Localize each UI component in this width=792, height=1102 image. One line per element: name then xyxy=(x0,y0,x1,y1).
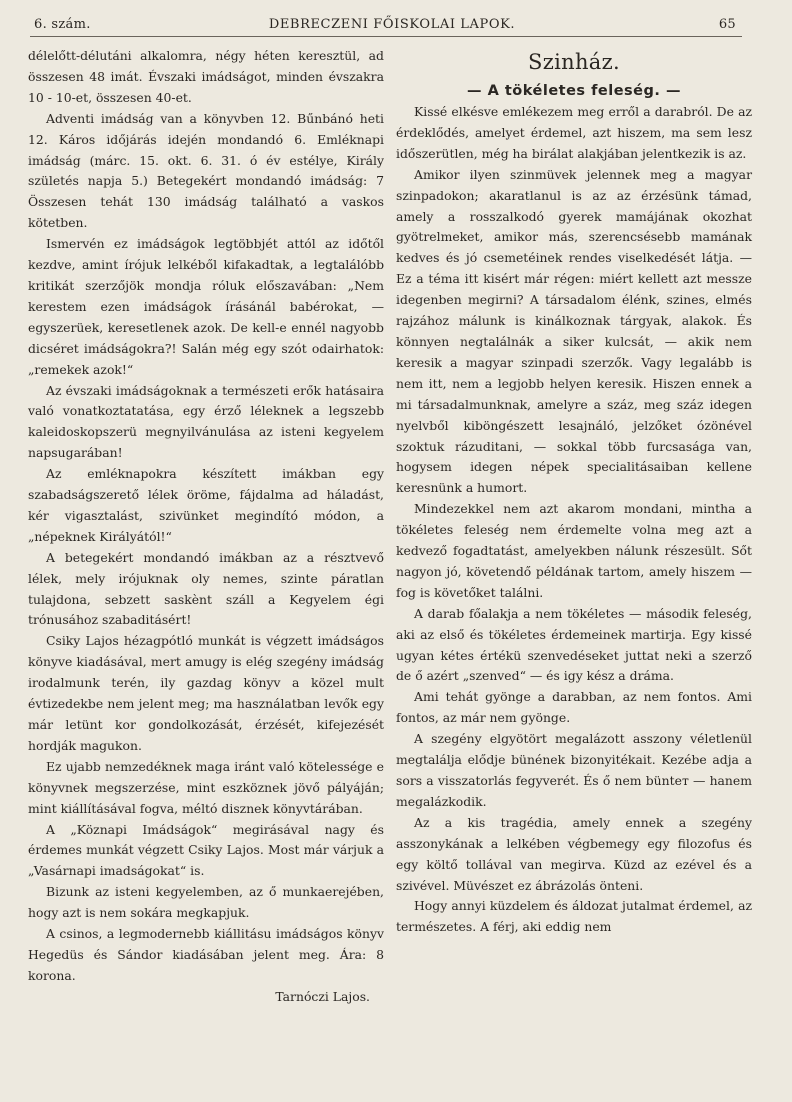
paragraph: Az a kis tragédia, amely ennek a szegény asszonykának a lelkében végbemegy egy filozofus és egy költő tollával van megirva. Küzd az ezével és a szivével. Müvészet ez ábrázolás önteni. xyxy=(396,814,752,893)
paragraph: délelőtt-délutáni alkalomra, négy héten keresztül, ad összesen 48 imát. Évszaki imádságot, minden évszakra 10 - 10-et, összesen 40-et. xyxy=(28,48,384,105)
paragraph: Mindezekkel nem azt akarom mondani, mintha a tökéletes feleség nem érdemelte volna meg azt a kedvező fogadtatást, amelyekben nálunk részesült. Sőt nagyon jó, követendő példának tartom, amely hiszem — fog is követőket találni. xyxy=(396,501,752,600)
paragraph: Csiky Lajos hézagpótló munkát is végzett imádságos könyve kiadásával, mert amugy is elég szegény imádság irodalmunk terén, ily gazdag könyv a közel mult évtizedekbe nem jelent meg; ma használatban levők egy már letünt kor gondolkozását, érzését, kifejezését hordják magukon. xyxy=(28,633,384,753)
paragraph: Hogy annyi küzdelem és áldozat jutalmat érdemel, az természetes. A férj, aki eddig nem xyxy=(396,898,752,935)
paragraph: Ismervén ez imádságok legtöbbjét attól az időtől kezdve, amint írójuk lelkéből kifakadtak, a legtalálóbb kritikát szerzőjök mondja róluk előszavában: „Nem kerestem ezen imádságok írásánál babérokat, — egyszerüek, keresetlenek azok. De kell-e ennél nagyobb dicséret imádságokra?! Salán még egy szót odairhatok: „remekek azok!“ xyxy=(28,236,384,377)
author-signature: Tarnóczi Lajos. xyxy=(275,988,370,1004)
paragraph: A darab főalakja a nem tökéletes — második feleség, aki az első és tökéletes érdemeinek martirja. Egy kissé ugyan kétes értékü szenvedéseket juttat neki a szerző de ő azért „szenved“ — és igy kész a dráma. xyxy=(396,605,752,684)
journal-title: DEBRECZENI FŐISKOLAI LAPOK. xyxy=(268,17,516,32)
page-number: 65 xyxy=(718,17,736,32)
paragraph: Kissé elkésve emlékezem meg erről a darabról. De az érdeklődés, amelyet érdemel, azt hiszem, ma sem lesz időszerütlen, még ha birálat alakjában jelentkezik is az. xyxy=(396,104,752,161)
paragraph: A betegekért mondandó imákban az a résztvevő lélek, mely irójuknak oly nemes, szinte páratlan tulajdona, sebzett saskènt száll a Kegyelem égi trónusához szabaditásért! xyxy=(28,549,384,628)
paragraph: Bizunk az isteni kegyelemben, az ő munkaerejében, hogy azt is nem sokára megkapjuk. xyxy=(28,884,384,921)
left-column xyxy=(28,46,384,1008)
page-header xyxy=(34,14,750,36)
paragraph: Az emléknapokra készített imákban egy szabadságszerető lélek öröme, fájdalma ad háladást, kér vigasztalást, szivünket megindító módon, a „népeknek Királyától!“ xyxy=(28,466,384,544)
paragraph: Amikor ilyen szinmüvek jelennek meg a magyar szinpadokon; akaratlanul is az az érzésünk támad, amely a rosszalkodó gyerek mamájának okozhat gyötrelmeket, amikor más, szerencsésebb mamának kedves és jó csemetéinek rendes viselkedését látja. — Ez a téma itt kisért már régen: miért kellett azt messze idegenben megirni? A társadalom élénk, szines, elmés rajzához málunk is kinálkoznak tárgyak, alakok. És könnyen negtalálnák a siker kulcsát, — akik nem keresik a magyar szinpadi szerzők. Vagy legalább is nem itt, nem a legjobb helyen keresik. Hiszen ennek a mi társadalmunknak, amelyre a száz, meg száz idegen nyelvből kiböngészett lesajnáló, jelzőket ózönével szoktuk rázuditani, — sokkal több furcsasága van, hogysem idegen népek specialitásaiban kellene keresnünk a humort. xyxy=(396,166,752,496)
right-column xyxy=(396,46,752,938)
issue-number: 6. szám. xyxy=(34,17,91,32)
paragraph: Ez ujabb nemzedéknek maga iránt való kötelessége e könyvnek megszerzése, mint eszköznek jövő pályáján; mint kiállításával fogva, méltó disznek könyvtárában. xyxy=(28,758,384,816)
section-title: Szinház. xyxy=(528,50,620,74)
paragraph: A szegény elgyötört megalázott asszony véletlenül megtalálja elődje bünének bizonyitékait. Kezébe adja a sors a visszatorlás fegyverét. És ő nem bünteт — hanem megalázkodik. xyxy=(396,731,752,809)
header-rule xyxy=(30,36,742,37)
paragraph: A csinos, a legmodernebb kiállitásu imádságos könyv Hegedüs és Sándor kiadásában jelent meg. Ára: 8 korona. xyxy=(28,926,384,983)
paragraph: A „Köznapi Imádságok“ megirásával nagy és érdemes munkát végzett Csiky Lajos. Most már várjuk a „Vasárnapi imadságokat“ is. xyxy=(28,821,384,879)
paragraph: Ami tehát gyönge a darabban, az nem fontos. Ami fontos, az már nem gyönge. xyxy=(396,689,752,726)
paragraph: Az évszaki imádságoknak a természeti erők hatásaira való vonatkoztatatása, egy érző léleknek a legszebb kaleidoskopszerü megnyilvánulása az isteni kegyelem napsugarában! xyxy=(28,382,384,461)
paragraph: Adventi imádság van a könyvben 12. Bűnbánó heti 12. Káros időjárás idején mondandó 6. Emléknapi imádság (márc. 15. okt. 6. 31. ó év estélye, Király születés napja 5.) Betegekért mondandó imádság: 7 Összesen tehát 130 imádság található a vaskos kötetben. xyxy=(28,110,384,231)
article-title: — A tökéletes feleség. — xyxy=(467,83,681,99)
